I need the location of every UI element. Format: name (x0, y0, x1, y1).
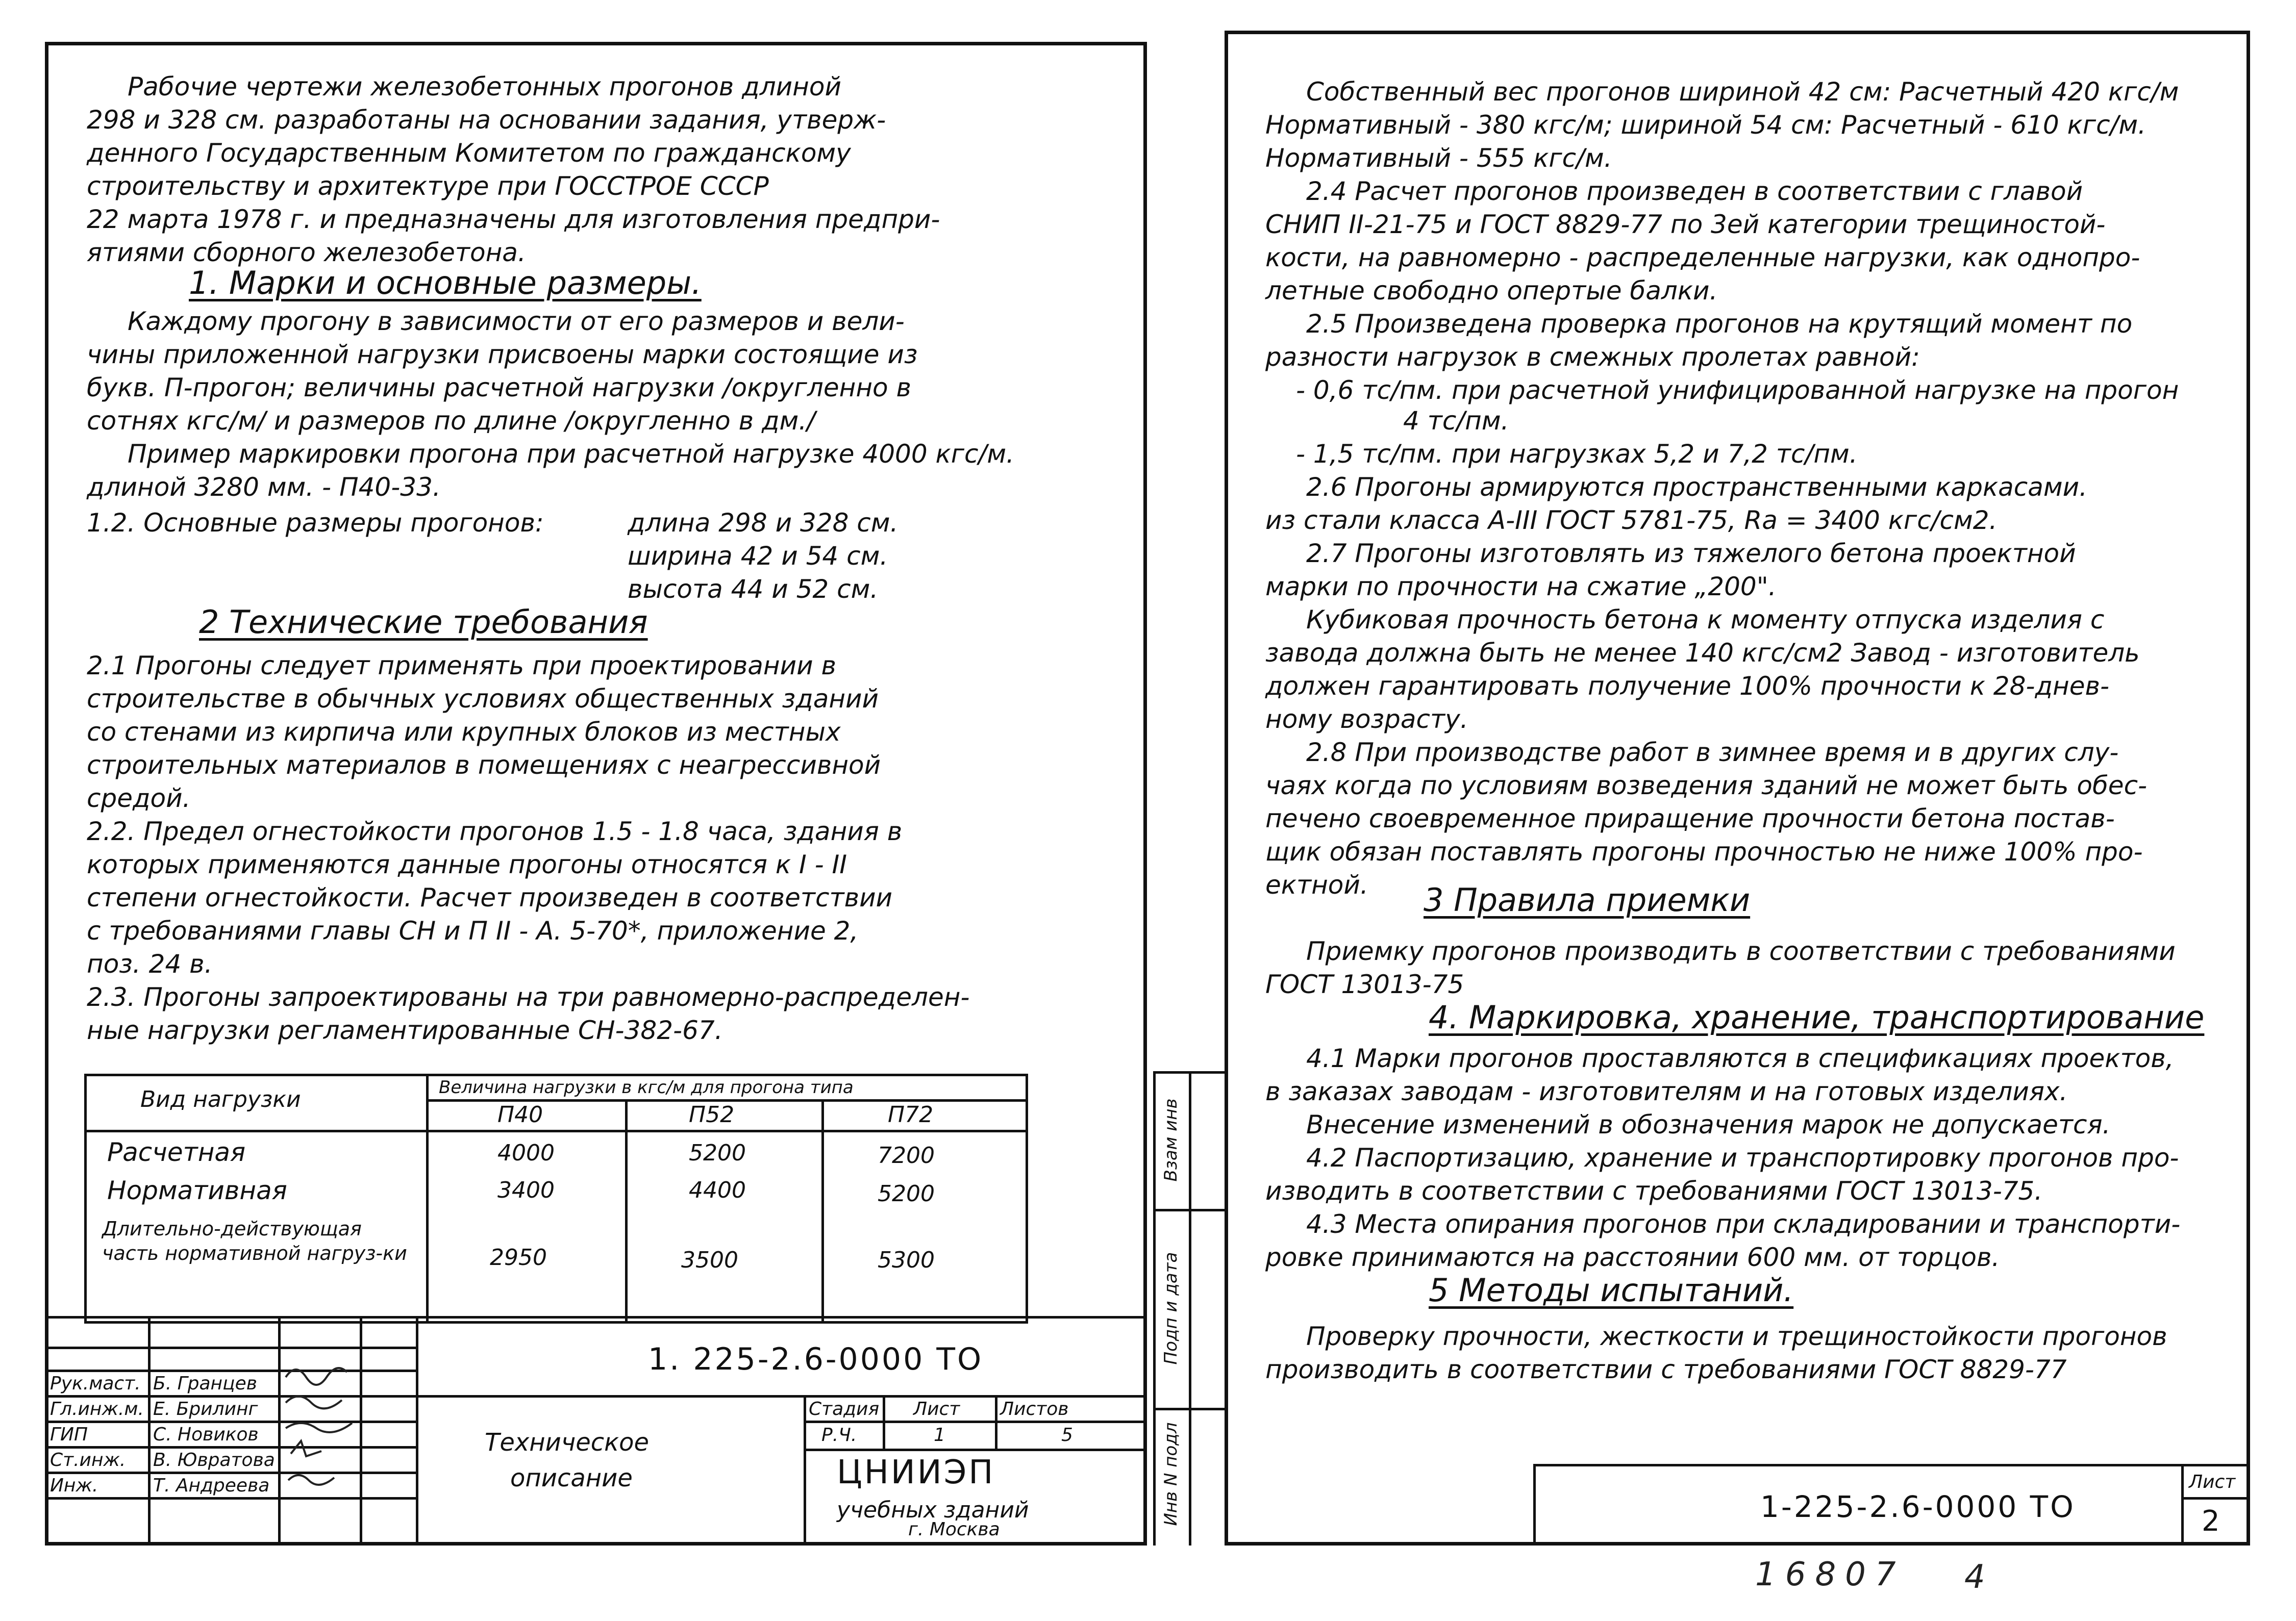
section2-line: поз. 24 в. (87, 949, 213, 979)
right-line: чаях когда по условиям возведения зданий не может быть обес- (1265, 771, 2148, 800)
section4-line: 4.2 Паспортизацию, хранение и транспортировку прогонов про- (1306, 1143, 2179, 1173)
intro-line: строительству и архитектуре при ГОССТРОЕ СССР (87, 171, 769, 201)
stamp-sheet-header: Лист (913, 1399, 960, 1420)
stamp-line (804, 1421, 1147, 1423)
right-line: летные свободно опертые балки. (1265, 276, 1718, 306)
section4-line: в заказах заводам - изготовителям и на готовых изделиях. (1265, 1077, 2068, 1106)
section1-title: 1. Марки и основные размеры. (189, 264, 702, 301)
intro-line: Рабочие чертежи железобетонных прогонов длиной (128, 72, 841, 102)
right-line: СНИП II-21-75 и ГОСТ 8829-77 по 3ей категории трещиностой- (1265, 210, 2106, 239)
section4-title: 4. Маркировка, хранение, транспортирование (1429, 999, 2205, 1036)
stamp-org-sub: учебных зданий (837, 1497, 1029, 1523)
right-line: Кубиковая прочность бетона к моменту отпуска изделия с (1306, 605, 2105, 635)
dims-label: 1.2. Основные размеры прогонов: (87, 508, 544, 538)
stamp-line (45, 1316, 1147, 1319)
strip-line (1153, 1209, 1225, 1211)
section2-line: 2.2. Предел огнестойкости прогонов 1.5 - 1.8 часа, здания в (87, 817, 903, 846)
section4-line: 4.1 Марки прогонов проставляются в спецификациях проектов, (1306, 1044, 2174, 1073)
table-border (84, 1321, 1028, 1324)
table-col0-header: Вид нагрузки (140, 1086, 301, 1112)
section1-line: сотнях кгс/м/ и размеров по длине /округленно в дм./ (87, 406, 816, 436)
right-line: 2.7 Прогоны изготовлять из тяжелого бетона проектной (1306, 539, 2076, 568)
stamp-name: Б. Гранцев (153, 1373, 257, 1394)
table-border (821, 1099, 824, 1324)
dims-length: длина 298 и 328 см. (628, 508, 899, 538)
strip-line (1153, 1071, 1156, 1546)
stamp-org: ЦНИИЭП (837, 1454, 995, 1491)
intro-line: 298 и 328 см. разработаны на основании задания, утверж- (87, 105, 886, 135)
side-label: Инв N подл (1161, 1422, 1181, 1526)
stamp-code: 1. 225-2.6-0000 ТО (648, 1341, 984, 1377)
section2-line: со стенами из кирпича или крупных блоков из местных (87, 717, 841, 747)
right-line: печено своевременное приращение прочности бетона постав- (1265, 804, 2115, 833)
stamp-org-city: г. Москва (908, 1519, 1000, 1540)
intro-line: 22 марта 1978 г. и предназначены для изготовления предпри- (87, 205, 940, 234)
section1-line: длиной 3280 мм. - П40-33. (87, 472, 441, 502)
dims-height: высота 44 и 52 см. (628, 574, 879, 604)
side-label: Взам инв (1161, 1098, 1181, 1182)
stamp-sheet-label: Лист (2189, 1472, 2236, 1492)
stamp-line (416, 1316, 418, 1546)
stamp-line (1533, 1464, 1536, 1546)
right-line: должен гарантировать получение 100% прочности к 28-днев- (1265, 671, 2109, 701)
table-cell: 3500 (681, 1247, 738, 1273)
section4-line: ровке принимаются на расстоянии 600 мм. от торцов. (1265, 1243, 2000, 1272)
section2-title: 2 Технические требования (199, 603, 648, 641)
table-row-label: Расчетная (107, 1137, 246, 1167)
table-group-header: Величина нагрузки в кгс/м для прогона типа (439, 1077, 854, 1098)
right-line: разности нагрузок в смежных пролетах равной: (1265, 342, 1920, 372)
right-line: 4 тс/пм. (1403, 406, 1509, 436)
table-type: П52 (689, 1102, 735, 1128)
stamp-line (148, 1316, 151, 1546)
table-border (625, 1099, 628, 1324)
right-line: - 1,5 тс/пм. при нагрузках 5,2 и 7,2 тс/пм. (1296, 439, 1858, 469)
section2-line: строительных материалов в помещениях с неагрессивной (87, 750, 881, 780)
right-line: 2.6 Прогоны армируются пространственными каркасами. (1306, 472, 2088, 502)
stamp-line (883, 1395, 885, 1449)
stamp-role: Ст.инж. (50, 1450, 126, 1471)
table-cell: 2950 (490, 1245, 547, 1271)
section1-line: Каждому прогону в зависимости от его размеров и вели- (128, 307, 905, 336)
footer-suffix: 4 (1964, 1558, 1985, 1596)
section2-line: с требованиями главы СН и П II - А. 5-70*, приложение 2, (87, 916, 859, 946)
section4-line: Внесение изменений в обозначения марок не допускается. (1306, 1110, 2111, 1139)
section2-line: степени огнестойкости. Расчет произведен в соответствии (87, 883, 893, 913)
table-border (84, 1130, 1028, 1132)
section2-line: 2.1 Прогоны следует применять при проектировании в (87, 651, 836, 680)
table-row-label: Длительно-действующая часть нормативной нагруз-ки (102, 1218, 407, 1264)
table-type: П40 (497, 1102, 543, 1128)
stamp-stage: Р.Ч. (821, 1425, 857, 1446)
stamp-line (804, 1449, 1147, 1451)
section2-line: средой. (87, 783, 191, 813)
right-line: завода должна быть не менее 140 кгс/см2 Завод - изготовитель (1265, 638, 2140, 668)
intro-line: денного Государственным Комитетом по гражданскому (87, 138, 851, 168)
section2-line: которых применяются данные прогоны относятся к I - II (87, 850, 847, 879)
table-cell: 5200 (878, 1181, 935, 1207)
footer-number: 16807 (1755, 1556, 1905, 1593)
right-line: 2.4 Расчет прогонов произведен в соответствии с главой (1306, 176, 2083, 206)
stamp-line (1533, 1464, 2250, 1466)
stamp-name: Т. Андреева (153, 1475, 270, 1496)
stamp-title-line: описание (510, 1464, 633, 1492)
table-cell: 3400 (497, 1177, 555, 1203)
stamp-role: ГИП (50, 1424, 88, 1445)
right-line: Нормативный - 555 кгс/м. (1265, 143, 1612, 173)
section4-line: 4.3 Места опирания прогонов при складировании и транспорти- (1306, 1209, 2181, 1239)
section5-title: 5 Методы испытаний. (1429, 1272, 1794, 1309)
intro-line: ятиями сборного железобетона. (87, 238, 526, 267)
right-line: Нормативный - 380 кгс/м; шириной 54 см: Расчетный - 610 кгс/м. (1265, 110, 2147, 140)
section2-line: строительстве в обычных условиях общественных зданий (87, 684, 879, 714)
stamp-sheets: 5 (1061, 1425, 1073, 1446)
table-cell: 5300 (878, 1247, 935, 1273)
table-row-label: Нормативная (107, 1176, 287, 1205)
section3-title: 3 Правила приемки (1424, 881, 1751, 919)
right-line: марки по прочности на сжатие „200". (1265, 572, 1777, 601)
stamp-code-2: 1-225-2.6-0000 ТО (1760, 1489, 2076, 1524)
stamp-stage-header: Стадия (809, 1399, 880, 1420)
side-label: Подп и дата (1161, 1252, 1181, 1365)
strip-line (1153, 1071, 1225, 1074)
stamp-line (2181, 1464, 2184, 1546)
section3-line: Приемку прогонов производить в соответствии с требованиями (1306, 936, 2176, 966)
stamp-name: Е. Брилинг (153, 1399, 258, 1420)
table-cell: 7200 (878, 1143, 935, 1169)
stamp-sheet-number: 2 (2202, 1505, 2222, 1538)
stamp-sheet: 1 (934, 1425, 945, 1446)
section3-line: ГОСТ 13013-75 (1265, 970, 1464, 999)
right-line: Собственный вес прогонов шириной 42 см: Расчетный 420 кгс/м (1306, 77, 2179, 107)
stamp-line (804, 1395, 806, 1546)
section5-line: Проверку прочности, жесткости и трещиностойкости прогонов (1306, 1322, 2167, 1351)
stamp-line (416, 1395, 1147, 1398)
section1-line: букв. П-прогон; величины расчетной нагрузки /округленно в (87, 373, 911, 402)
strip-line (1189, 1071, 1191, 1546)
section2-line: 2.3. Прогоны запроектированы на три равномерно-распределен- (87, 982, 970, 1012)
table-cell: 4400 (689, 1177, 746, 1203)
stamp-sheets-header: Листов (1000, 1399, 1069, 1420)
section2-line: ные нагрузки регламентированные СН-382-67. (87, 1016, 723, 1045)
section5-line: производить в соответствии с требованиями ГОСТ 8829-77 (1265, 1355, 2067, 1384)
table-border (84, 1074, 87, 1324)
right-line: из стали класса А-III ГОСТ 5781-75, Ra = 3400 кгс/см2. (1265, 505, 1998, 535)
dims-width: ширина 42 и 54 см. (628, 541, 888, 571)
right-line: кости, на равномерно - распределенные нагрузки, как однопро- (1265, 243, 2140, 272)
stamp-name: В. Ювратова (153, 1450, 275, 1471)
section1-line: Пример маркировки прогона при расчетной нагрузке 4000 кгс/м. (128, 439, 1014, 469)
right-line: 2.8 При производстве работ в зимнее время и в других слу- (1306, 738, 2119, 767)
right-line: - 0,6 тс/пм. при расчетной унифицированной нагрузке на прогон (1296, 375, 2179, 405)
stamp-line (995, 1395, 997, 1449)
stamp-role: Гл.инж.м. (50, 1399, 144, 1420)
stamp-name: С. Новиков (153, 1424, 259, 1445)
table-border (426, 1074, 429, 1324)
right-line: 2.5 Произведена проверка прогонов на крутящий момент по (1306, 309, 2133, 339)
table-type: П72 (888, 1102, 934, 1128)
stamp-line (2181, 1497, 2250, 1500)
right-line: ектной. (1265, 870, 1368, 900)
right-line: ному возрасту. (1265, 704, 1468, 734)
section1-line: чины приложенной нагрузки присвоены марки состоящие из (87, 340, 918, 369)
stamp-title-line: Техническое (485, 1428, 650, 1457)
table-border (84, 1074, 1028, 1076)
section4-line: изводить в соответствии с требованиями ГОСТ 13013-75. (1265, 1176, 2043, 1206)
table-border (1026, 1074, 1028, 1324)
stamp-role: Инж. (50, 1475, 98, 1496)
right-line: щик обязан поставлять прогоны прочностью не ниже 100% про- (1265, 837, 2143, 867)
table-cell: 5200 (689, 1140, 746, 1166)
signature-scribbles (281, 1347, 362, 1500)
table-cell: 4000 (497, 1140, 555, 1166)
stamp-role: Рук.маст. (50, 1373, 141, 1394)
